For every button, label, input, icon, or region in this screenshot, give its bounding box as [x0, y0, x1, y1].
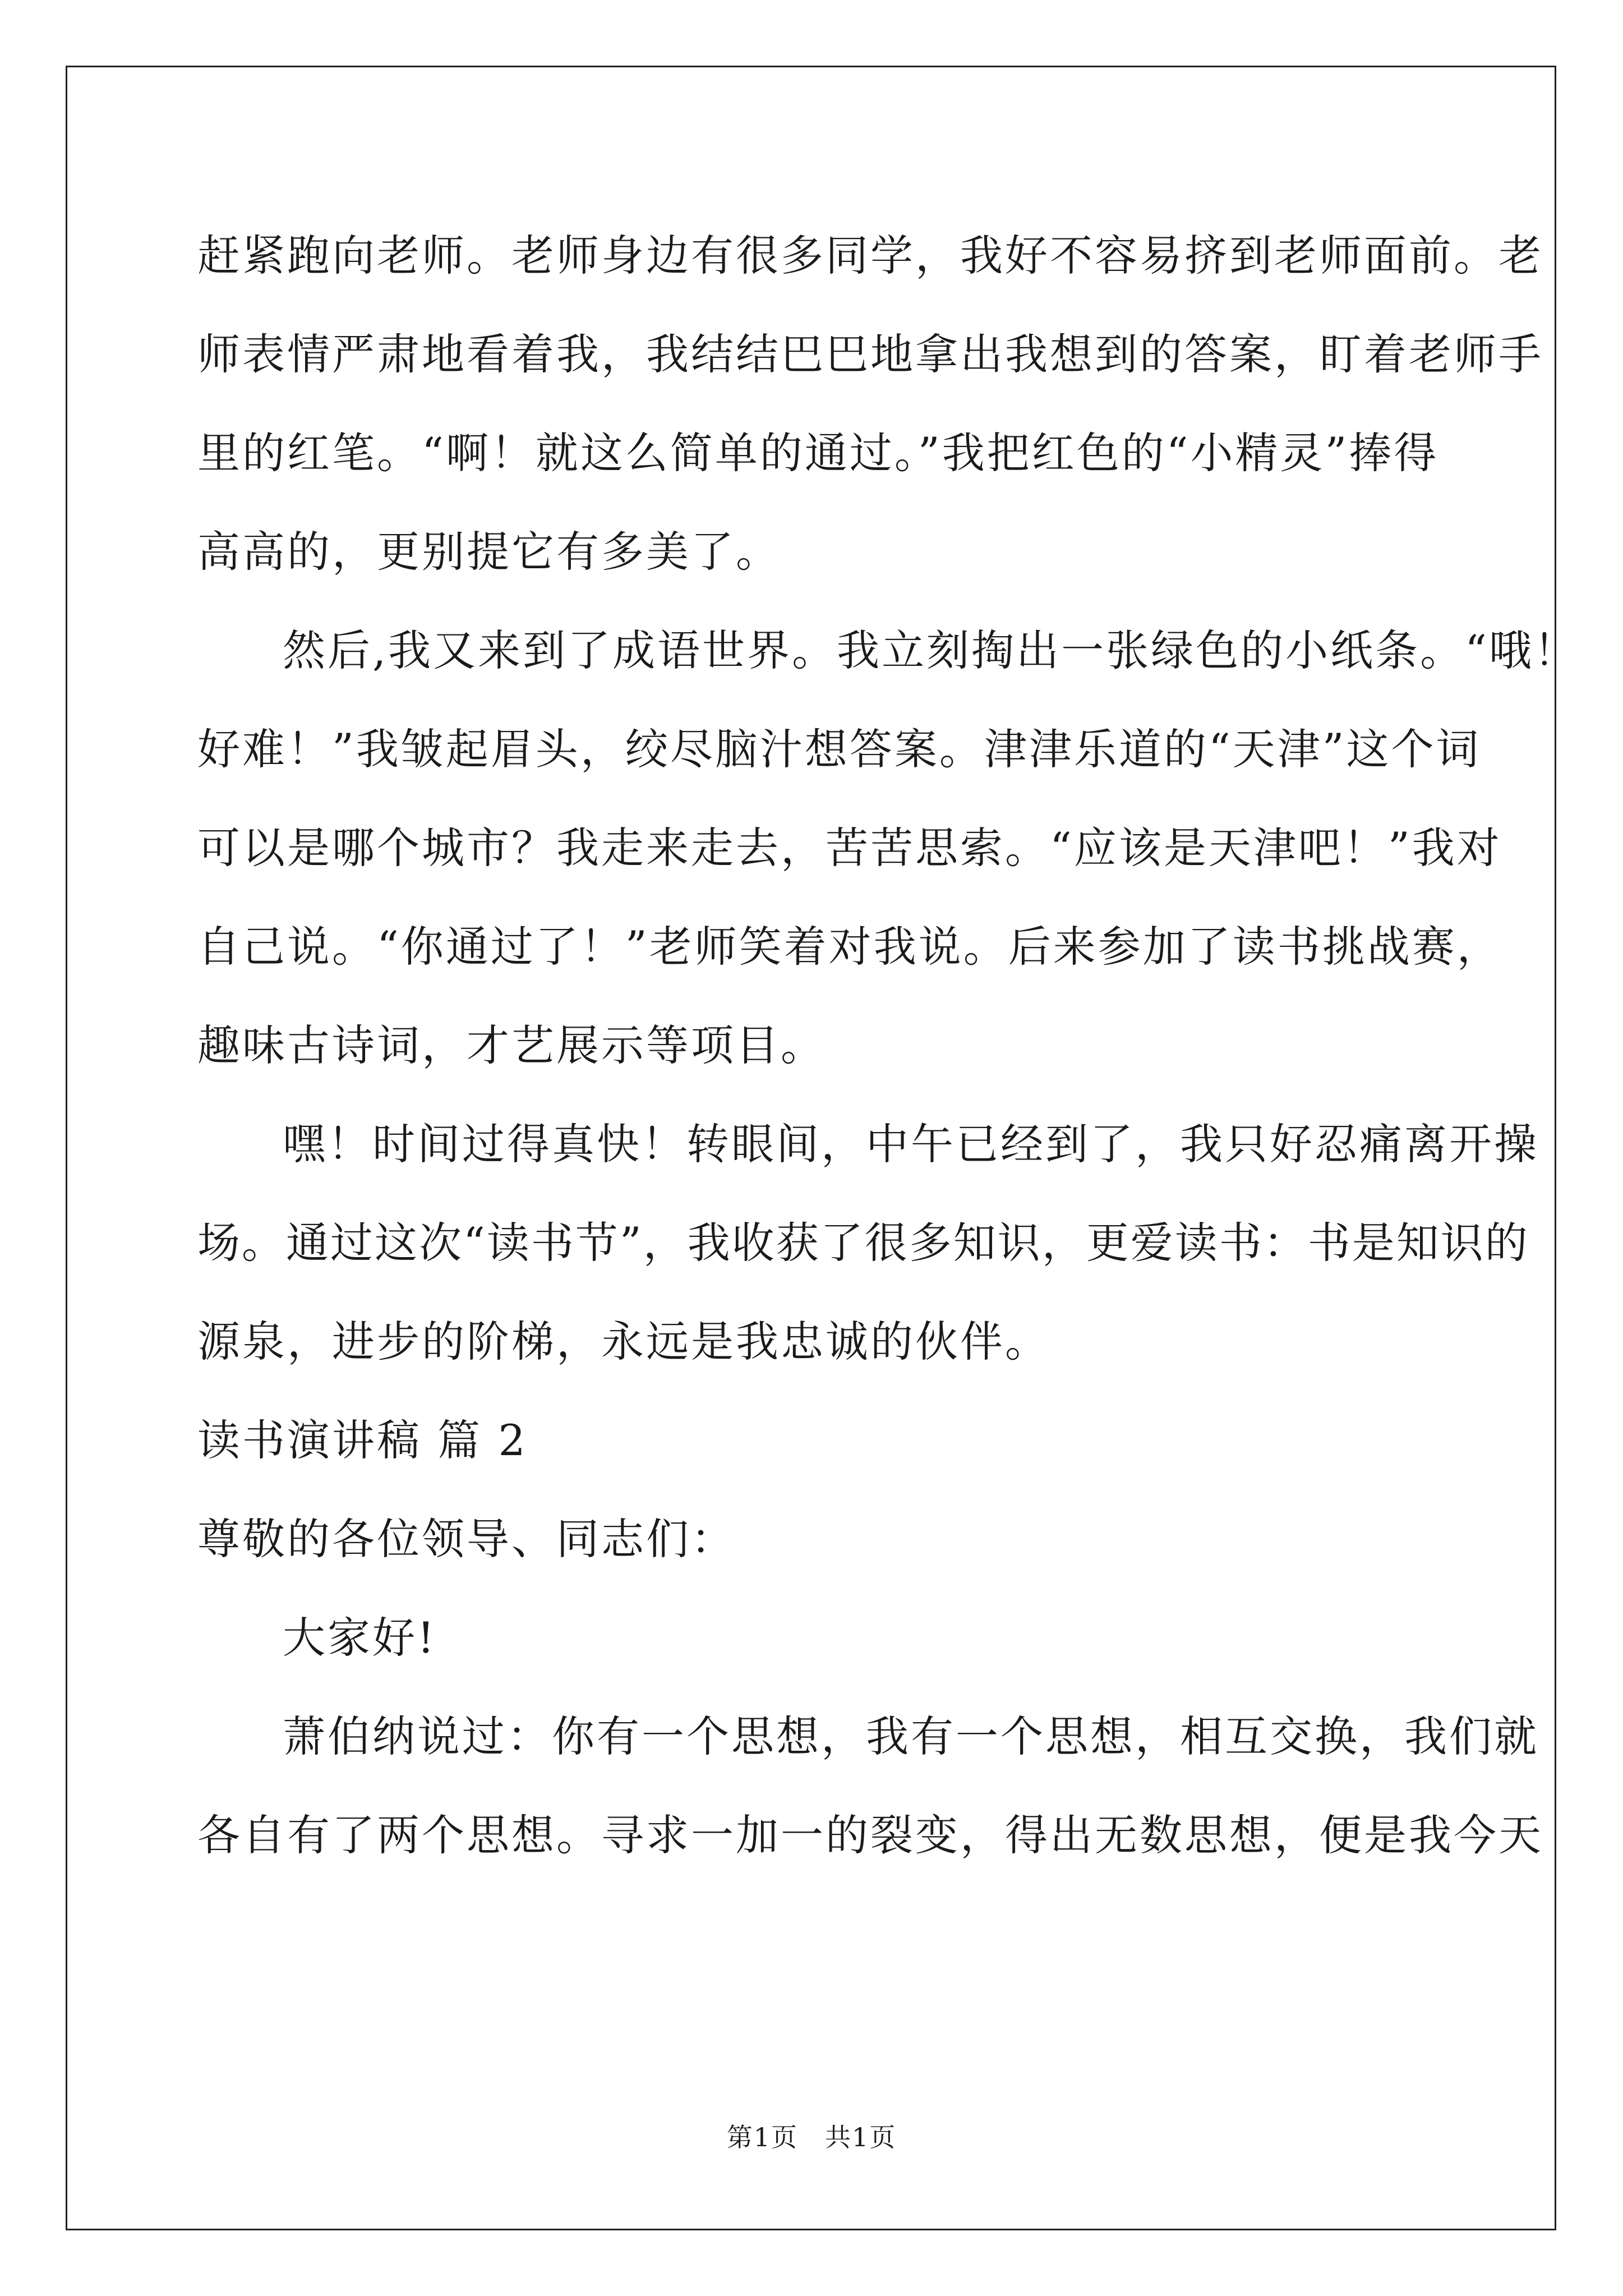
- salutation: 尊敬的各位领导、同志们：: [197, 1514, 736, 1564]
- text-line: 赶紧跑向老师。老师身边有很多同学，我好不容易挤到老师面前。老: [197, 231, 1543, 280]
- text-line: 好难！”我皱起眉头，绞尽脑汁想答案。津津乐道的“天津”这个词: [197, 724, 1481, 774]
- paragraph-first-line: 萧伯纳说过：你有一个思想，我有一个思想，相互交换，我们就: [283, 1711, 1539, 1761]
- text-line: 各自有了两个思想。寻求一加一的裂变，得出无数思想，便是我今天: [197, 1810, 1543, 1860]
- text-line: 自己说。“你通过了！”老师笑着对我说。后来参加了读书挑战赛，: [197, 922, 1502, 972]
- text-line: 可以是哪个城市？我走来走去，苦苦思索。“应该是天津吧！”我对: [197, 823, 1502, 873]
- text-line: 场。通过这次“读书节”，我收获了很多知识，更爱读书：书是知识的: [197, 1218, 1529, 1268]
- paragraph-first-line: 然后,我又来到了成语世界。我立刻掏出一张绿色的小纸条。“哦！: [283, 625, 1579, 675]
- text-line: 师表情严肃地看着我，我结结巴巴地拿出我想到的答案，盯着老师手: [197, 329, 1543, 379]
- greeting: 大家好!: [283, 1613, 437, 1663]
- section-heading: 读书演讲稿 篇 2: [197, 1415, 528, 1465]
- text-line: 趣味古诗词，才艺展示等项目。: [197, 1020, 826, 1070]
- document-body: [197, 206, 1579, 1885]
- text-line: 源泉，进步的阶梯，永远是我忠诚的伙伴。: [197, 1317, 1050, 1366]
- page-number-footer: 第1页 共1页: [726, 2122, 897, 2152]
- paragraph-first-line: 嘿！时间过得真快！转眼间，中午已经到了，我只好忍痛离开操: [283, 1119, 1539, 1169]
- text-line: 里的红笔。“啊！就这么简单的通过。”我把红色的“小精灵”捧得: [197, 428, 1439, 478]
- text-line: 高高的，更别提它有多美了。: [197, 527, 781, 577]
